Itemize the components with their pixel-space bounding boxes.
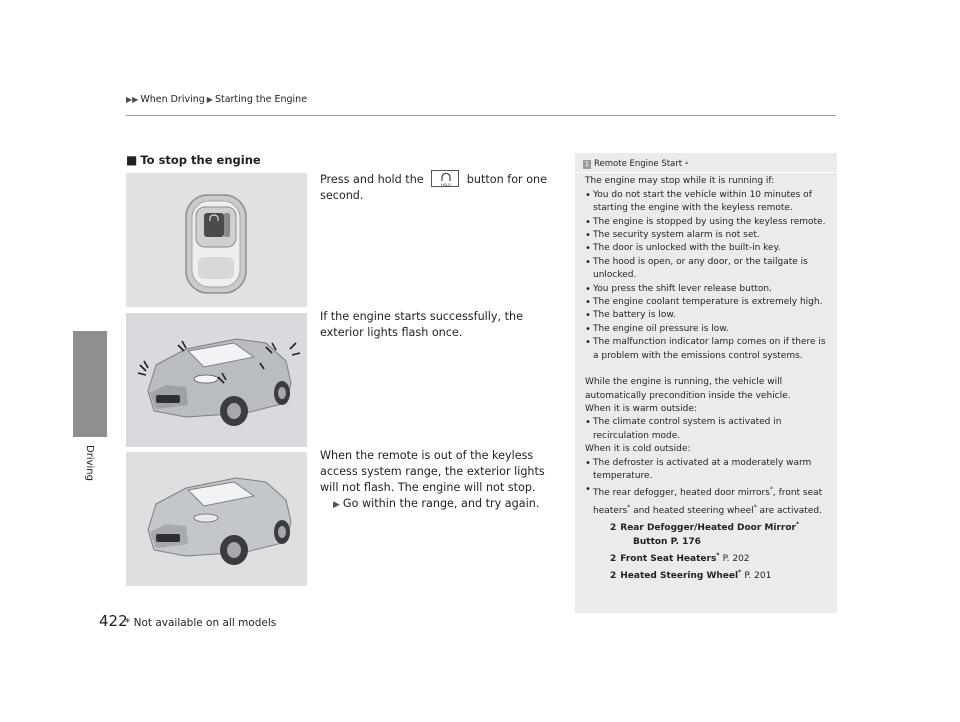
notes-title[interactable]: 1 Remote Engine Start * xyxy=(584,159,689,169)
reference-arrow-icon: 2 xyxy=(610,571,617,582)
list-item: • The engine coolant temperature is extremely high. xyxy=(585,296,827,309)
car-lights-flash-illustration xyxy=(126,313,307,447)
section-marker-icon: ■ xyxy=(126,153,138,167)
reference-arrow-icon: 2 xyxy=(610,553,617,564)
step-out-of-range: When the remote is out of the keyless access system range, the exterior lights will not flash. The engine will not stop. ▶ Go within the range, and try again. xyxy=(320,448,565,513)
list-item: • The defroster is activated at a moderately warm temperature. xyxy=(585,457,827,484)
list-item: • The engine is stopped by using the keyless remote. xyxy=(585,216,827,229)
chapter-tab xyxy=(73,331,107,437)
ref-heated-steering-wheel-link[interactable]: 2 Heated Steering Wheel* P. 201 xyxy=(610,569,772,582)
footnote: * Not available on all models xyxy=(125,617,277,629)
section-heading: ■ To stop the engine xyxy=(126,153,261,167)
ref-rear-defogger-link[interactable]: 2 Rear Defogger/Heated Door Mirror* xyxy=(610,521,800,534)
cold-label: When it is cold outside: xyxy=(585,444,691,455)
breadcrumb-arrow-icon: ▶ xyxy=(206,95,213,104)
ref-rear-defogger-link-cont[interactable]: Button P. 176 xyxy=(633,536,701,547)
breadcrumb xyxy=(126,94,307,105)
note-number-icon: 1 xyxy=(584,160,590,169)
page-number: 422 xyxy=(99,612,128,630)
list-item: • The engine oil pressure is low. xyxy=(585,323,827,336)
list-item: • The rear defogger, heated door mirrors*, front seat heaters* and heated steering wheel* are activated. xyxy=(585,483,827,518)
list-item: • The climate control system is activated in recirculation mode. xyxy=(585,416,827,443)
reference-arrow-icon: 2 xyxy=(610,523,617,534)
warm-label: When it is warm outside: xyxy=(585,403,697,414)
key-fob-illustration xyxy=(126,173,307,307)
notes-divider xyxy=(575,172,837,173)
step-engine-starts: If the engine starts successfully, the exterior lights flash once. xyxy=(320,310,523,339)
list-item: • The door is unlocked with the built-in key. xyxy=(585,242,827,255)
list-item: • The hood is open, or any door, or the tailgate is unlocked. xyxy=(585,256,827,283)
list-item: • The malfunction indicator lamp comes on if there is a problem with the emissions control systems. xyxy=(585,336,827,363)
hold-button-icon xyxy=(431,170,459,187)
stop-conditions-list xyxy=(585,189,827,363)
step-press-hold: Press and hold the HOLD button for one second. xyxy=(320,170,560,204)
car-no-flash-illustration xyxy=(126,452,307,586)
warm-list xyxy=(585,416,827,443)
list-item: • You press the shift lever release button. xyxy=(585,283,827,296)
notes-intro: The engine may stop while it is running if: xyxy=(585,176,775,187)
action-line: ▶ Go within the range, and try again. xyxy=(333,497,540,510)
ref-front-seat-heaters-link[interactable]: 2 Front Seat Heaters* P. 202 xyxy=(610,551,750,564)
list-item: • You do not start the vehicle within 10 minutes of starting the engine with the keyless remote. xyxy=(585,189,827,216)
svg-text:HOLD: HOLD xyxy=(441,183,452,187)
breadcrumb-part-when-driving[interactable]: When Driving xyxy=(140,94,205,105)
notes-box xyxy=(575,153,837,613)
list-item: • The battery is low. xyxy=(585,309,827,322)
chapter-label: Driving xyxy=(84,445,95,481)
breadcrumb-arrow-icon: ▶▶ xyxy=(126,95,139,104)
cold-list xyxy=(585,457,827,519)
breadcrumb-part-starting-engine[interactable]: Starting the Engine xyxy=(214,94,308,105)
running-text: While the engine is running, the vehicle will automatically precondition inside the vehicle. xyxy=(585,377,791,401)
header-divider xyxy=(126,115,836,116)
action-arrow-icon: ▶ xyxy=(333,500,340,510)
list-item: • The security system alarm is not set. xyxy=(585,229,827,242)
